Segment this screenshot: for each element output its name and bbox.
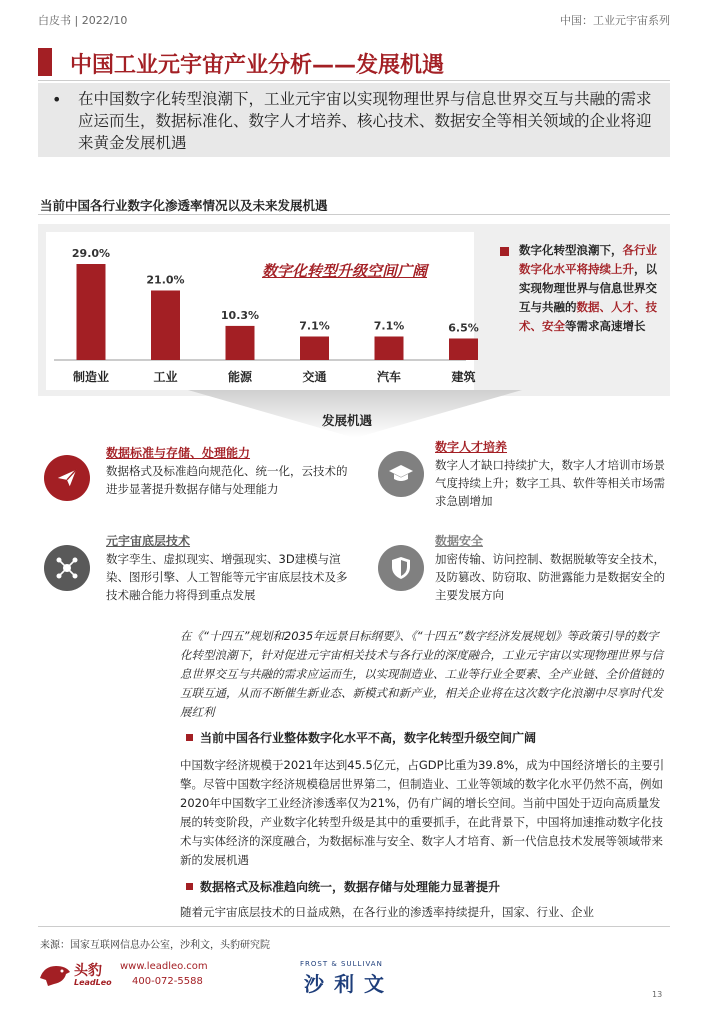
- bullet-marker: •: [52, 90, 62, 109]
- chart-section-title: 当前中国各行业数字化渗透率情况以及未来发展机遇: [40, 198, 328, 213]
- subsection-heading-data-formats: 数据格式及标准趋向统一，数据存储与处理能力显著提升: [200, 880, 501, 894]
- bar-value-label: 29.0%: [71, 247, 111, 260]
- side-bullet-marker: [500, 247, 509, 256]
- brand-name-en: LeadLeo: [74, 978, 112, 987]
- header-series-name: 中国：工业元宇宙系列: [560, 14, 670, 27]
- partner-name-en: FROST & SULLIVAN: [300, 960, 383, 968]
- side-note-part-1: 数字化转型浪潮下，: [519, 243, 623, 257]
- bar: [77, 264, 106, 360]
- category-label: 建筑: [451, 370, 476, 384]
- title-divider: [38, 80, 670, 81]
- page-number: 13: [652, 990, 663, 999]
- header-report-info: 白皮书 | 2022/10: [38, 14, 128, 27]
- paper-plane-icon: [44, 455, 90, 501]
- opportunity-body-data-standards: 数据格式及标准趋向规范化、统一化，云技术的进步显著提升数据存储与处理能力: [106, 464, 348, 496]
- bar-value-label: 6.5%: [448, 321, 479, 335]
- graduation-cap-icon: [378, 451, 424, 497]
- bar-value-label: 10.3%: [220, 308, 260, 322]
- bar: [375, 336, 404, 360]
- partner-name-cn: 沙利文: [304, 972, 394, 996]
- opportunity-title-core-tech: 元宇宙底层技术: [106, 534, 191, 548]
- brand-phone: 400-072-5588: [132, 976, 203, 987]
- bar: [151, 290, 180, 360]
- penetration-bar-chart: [46, 232, 479, 390]
- brand-website-link[interactable]: www.leadleo.com: [120, 961, 208, 972]
- bar-value-label: 7.1%: [373, 319, 405, 333]
- opportunities-title: 发展机遇: [322, 413, 373, 428]
- opportunity-title-talent: 数字人才培养: [435, 440, 508, 454]
- sub-bullet-marker: [186, 734, 193, 741]
- side-note-part-2: ，以实现物理世界与信息世界交互与共融的: [519, 262, 657, 314]
- category-label: 制造业: [72, 370, 110, 384]
- source-note: 来源：国家互联网信息办公室，沙利文，头豹研究院: [40, 940, 270, 951]
- title-accent-bar: [38, 48, 52, 76]
- key-point-text: 在中国数字化转型浪潮下，工业元宇宙以实现物理世界与信息世界交互与共融的需求应运而生，数据标准化、数字人才培养、核心技术、数据安全等相关领域的企业将迎来黄金发展机遇: [78, 90, 652, 152]
- brand-name-cn: 头豹: [74, 963, 102, 979]
- subsection-body-digitalization: 中国数字经济规模于2021年达到45.5亿元，占GDP比重为39.8%，成为中国经济增长的主要引擎。尽管中国数字经济规模稳居世界第二，但制造业、工业等领域的数字化水平仍然不高，例如2020年中国数字工业经济渗透率仅为21%，仍有广阔的增长空间。当前中国处于迈向高质量发展的转变阶段，产业数字化转型升级是其中的重要抓手，在此背景下，中国将加速推动数字化技术与实体经济的深度融合，为数据标准与安全、数字人才培育、新一代信息技术发展等领域带来新的发展机遇: [180, 758, 665, 867]
- network-icon: [44, 545, 90, 591]
- sub-bullet-marker: [186, 883, 193, 890]
- policy-context-paragraph: 在《“十四五”规划和2035年远景目标纲要》、《“十四五”数字经济发展规划》等政策引导的数字化转型浪潮下，针对促进元宇宙相关技术与各行业的深度融合，工业元宇宙以实现物理世界与信息世界交互与共融的需求应运而生，以实现制造业、工业等行业全要素、全产业链、全价值链的互联互通，从而不断催生新业态、新模式和新产业，相关企业将在这次数字化浪潮中尽享时代发展红利: [180, 629, 663, 719]
- bar: [449, 338, 478, 360]
- bar: [300, 336, 329, 360]
- leopard-logo-icon: [38, 960, 72, 988]
- bar-value-label: 7.1%: [299, 319, 330, 333]
- shield-icon: [378, 545, 424, 591]
- opportunity-body-core-tech: 数字孪生、虚拟现实、增强现实、3D建模与渲染、图形引擎、人工智能等元宇宙底层技术及多技术融合能力将得到重点发展: [106, 552, 348, 602]
- category-label: 工业: [153, 370, 178, 384]
- opportunity-title-data-security: 数据安全: [435, 534, 484, 548]
- subsection-heading-digitalization: 当前中国各行业整体数字化水平不高，数字化转型升级空间广阔: [200, 731, 537, 745]
- section-divider: [38, 214, 670, 215]
- category-label: 汽车: [376, 370, 402, 384]
- chart-side-note: [519, 241, 659, 336]
- bar: [226, 326, 255, 360]
- opportunity-body-talent: 数字人才缺口持续扩大，数字人才培训市场景气度持续上升；数字工具、软件等相关市场需求急剧增加: [435, 458, 665, 508]
- chart-annotation: 数字化转型升级空间广阔: [262, 262, 428, 280]
- opportunity-title-data-standards: 数据标准与存储、处理能力: [106, 446, 251, 460]
- page-title: 中国工业元宇宙产业分析——发展机遇: [70, 53, 445, 78]
- subsection-body-data-formats: 随着元宇宙底层技术的日益成熟，在各行业的渗透率持续提升，国家、行业、企业: [180, 905, 594, 919]
- side-note-part-3: 等需求高速增长: [565, 319, 646, 333]
- category-label: 能源: [227, 370, 253, 384]
- opportunity-body-data-security: 加密传输、访问控制、数据脱敏等安全技术，及防篡改、防窃取、防泄露能力是数据安全的主要发展方向: [435, 552, 665, 602]
- source-divider: [38, 926, 670, 927]
- bar-value-label: 21.0%: [146, 273, 185, 287]
- side-note-highlight-1: 各行业数字化水平将持续上升: [519, 243, 657, 276]
- category-label: 交通: [302, 370, 327, 384]
- side-note-highlight-2: 数据、人才、技术、安全: [519, 300, 657, 333]
